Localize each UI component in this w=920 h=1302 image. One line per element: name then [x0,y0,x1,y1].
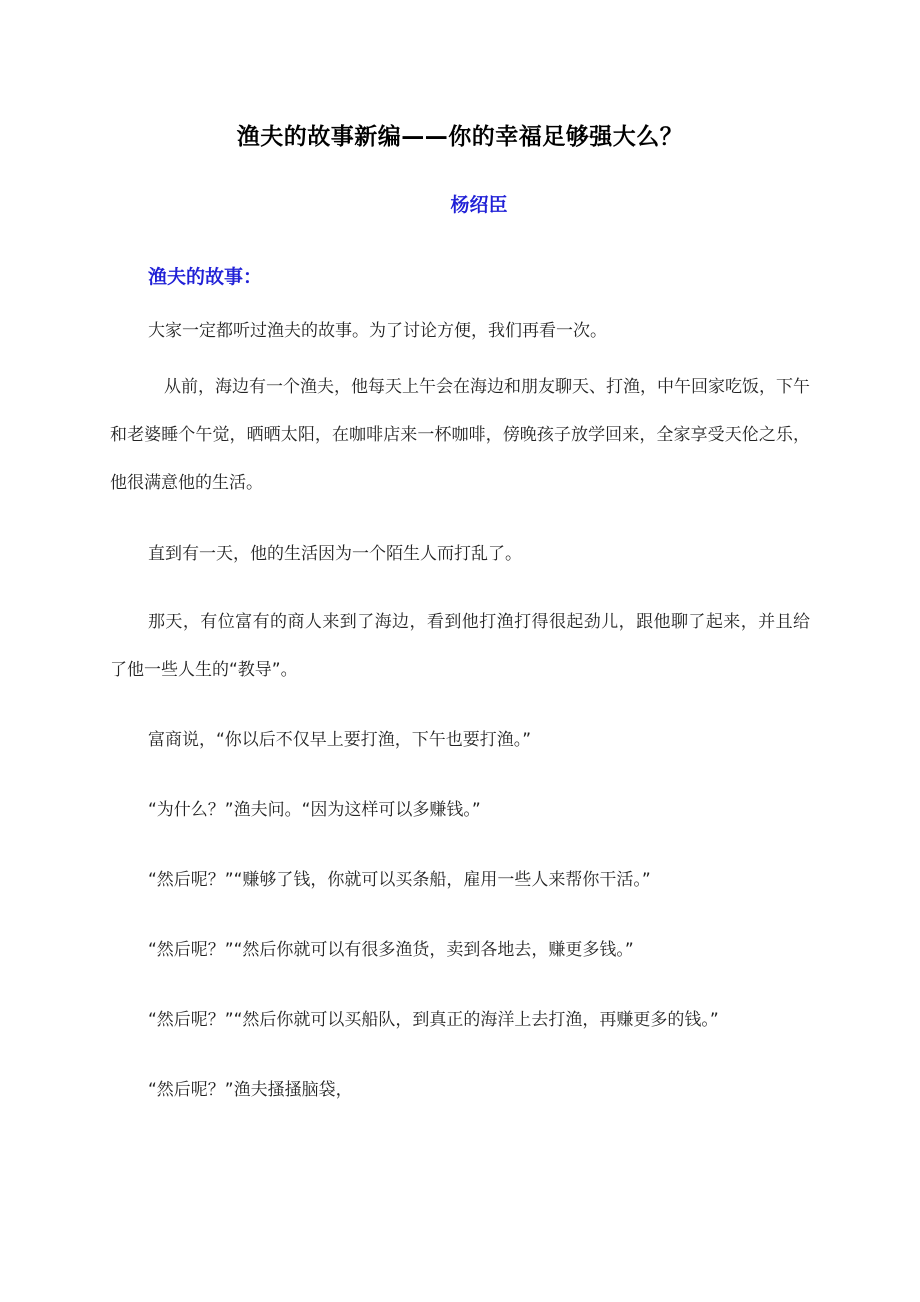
paragraph-text: 直到有一天，他的生活因为一个陌生人而打乱了。 [148,544,522,564]
paragraph [110,1066,810,1114]
paragraph [110,363,810,507]
paragraph-text: “然后呢？”“然后你就可以有很多渔货，卖到各地去，赚更多钱。” [148,940,634,960]
paragraph-text: 大家一定都听过渔夫的故事。为了讨论方便，我们再看一次。 [148,321,607,341]
paragraph [110,716,810,764]
paragraph-text: 那天，有位富有的商人来到了海边，看到他打渔打得很起劲儿，跟他聊了起来，并且给了他一些人生的“教导”。 [110,612,810,680]
paragraph-text: “为什么？”渔夫问。“因为这样可以多赚钱。” [148,800,481,820]
paragraph [110,856,810,904]
paragraph [110,996,810,1044]
author-name: 杨绍臣 [450,194,508,216]
paragraph [110,926,810,974]
paragraph-text: 富商说，“你以后不仅早上要打渔，下午也要打渔。” [148,730,532,750]
paragraph-text: 从前，海边有一个渔夫，他每天上午会在海边和朋友聊天、打渔，中午回家吃饭，下午和老婆睡个午觉，晒晒太阳，在咖啡店来一杯咖啡，傍晚孩子放学回来，全家享受天伦之乐，他很满意他的生活。 [110,377,810,493]
document-title: 渔夫的故事新编——你的幸福足够强大么？ [236,124,684,150]
paragraph [110,786,810,834]
section-heading: 渔夫的故事： [148,266,263,288]
paragraph-text: “然后呢？”“赚够了钱，你就可以买条船，雇用一些人来帮你干活。” [148,870,651,890]
paragraph-text: “然后呢？”渔夫搔搔脑袋， [148,1080,353,1100]
paragraph [110,530,810,578]
paragraph [110,598,810,694]
paragraph [110,307,810,355]
paragraph-text: “然后呢？”“然后你就可以买船队，到真正的海洋上去打渔，再赚更多的钱。” [148,1010,719,1030]
